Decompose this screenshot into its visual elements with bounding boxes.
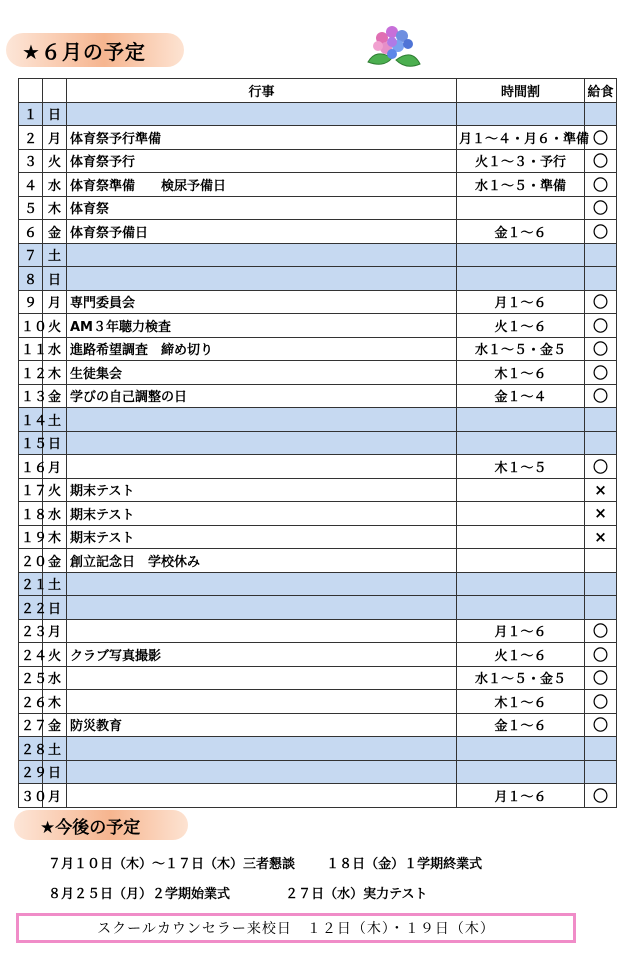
table-row (19, 431, 617, 455)
table-row (19, 502, 617, 526)
weekday: 木 (43, 690, 67, 714)
timetable-cell (457, 267, 585, 291)
day-number: ２４ (19, 643, 43, 667)
event-cell: AM３年聴力検査 (67, 314, 457, 338)
weekday: 水 (43, 502, 67, 526)
timetable-cell: 金１～４ (457, 384, 585, 408)
day-number: ２８ (19, 737, 43, 761)
timetable-cell: 火１～３・予行 (457, 149, 585, 173)
event-cell (67, 666, 457, 690)
header-lunch: 給食 (585, 79, 617, 103)
timetable-cell (457, 502, 585, 526)
day-number: １９ (19, 525, 43, 549)
event-cell: 体育祭予行準備 (67, 126, 457, 150)
table-row (19, 102, 617, 126)
weekday: 日 (43, 267, 67, 291)
event-cell (67, 690, 457, 714)
timetable-cell (457, 596, 585, 620)
lunch-cell: 〇 (585, 126, 617, 150)
event-cell (67, 455, 457, 479)
timetable-cell: 月１～６ (457, 619, 585, 643)
day-number: ９ (19, 290, 43, 314)
weekday: 金 (43, 384, 67, 408)
event-cell: 期末テスト (67, 502, 457, 526)
header-day (19, 79, 43, 103)
timetable-cell: 木１～６ (457, 361, 585, 385)
weekday: 水 (43, 173, 67, 197)
weekday: 土 (43, 737, 67, 761)
lunch-cell: 〇 (585, 314, 617, 338)
table-row (19, 361, 617, 385)
weekday: 月 (43, 619, 67, 643)
day-number: ２３ (19, 619, 43, 643)
table-row (19, 173, 617, 197)
lunch-cell (585, 737, 617, 761)
weekday: 月 (43, 455, 67, 479)
timetable-cell: 月１～６ (457, 290, 585, 314)
future-line-2 (48, 883, 428, 902)
event-cell: 防災教育 (67, 713, 457, 737)
future-item: ７月１０日（木）～１７日（木）三者懇談 (48, 857, 296, 872)
event-cell (67, 431, 457, 455)
weekday: 日 (43, 596, 67, 620)
event-cell (67, 619, 457, 643)
table-row (19, 643, 617, 667)
event-cell: 体育祭予備日 (67, 220, 457, 244)
event-cell (67, 737, 457, 761)
lunch-cell (585, 431, 617, 455)
weekday: 土 (43, 243, 67, 267)
day-number: ２７ (19, 713, 43, 737)
timetable-cell: 月１～４・月６・準備 (457, 126, 585, 150)
table-row (19, 549, 617, 573)
event-cell: 学びの自己調整の日 (67, 384, 457, 408)
event-cell: 期末テスト (67, 525, 457, 549)
event-cell (67, 784, 457, 808)
event-cell (67, 596, 457, 620)
table-row (19, 243, 617, 267)
counselor-text: スクールカウンセラー来校日 １２日（木）・１９日（木） (97, 921, 495, 937)
day-number: ２６ (19, 690, 43, 714)
event-cell (67, 243, 457, 267)
table-header-row (19, 79, 617, 103)
table-row (19, 525, 617, 549)
timetable-cell: 火１～６ (457, 314, 585, 338)
weekday: 火 (43, 314, 67, 338)
table-row (19, 690, 617, 714)
table-row (19, 384, 617, 408)
lunch-cell: 〇 (585, 455, 617, 479)
weekday: 火 (43, 478, 67, 502)
table-row (19, 713, 617, 737)
day-number: ２ (19, 126, 43, 150)
table-row (19, 408, 617, 432)
day-number: １３ (19, 384, 43, 408)
day-number: ２２ (19, 596, 43, 620)
weekday: 金 (43, 713, 67, 737)
lunch-cell: 〇 (585, 784, 617, 808)
timetable-cell (457, 572, 585, 596)
weekday: 木 (43, 525, 67, 549)
event-cell: クラブ写真撮影 (67, 643, 457, 667)
timetable-cell (457, 196, 585, 220)
weekday: 金 (43, 549, 67, 573)
future-item: １８日（金）１学期終業式 (326, 857, 483, 872)
table-row (19, 572, 617, 596)
table-row (19, 149, 617, 173)
weekday: 水 (43, 337, 67, 361)
day-number: １ (19, 102, 43, 126)
timetable-cell (457, 431, 585, 455)
timetable-cell: 水１～５・準備 (457, 173, 585, 197)
table-row (19, 290, 617, 314)
event-cell (67, 572, 457, 596)
lunch-cell: 〇 (585, 149, 617, 173)
day-number: ４ (19, 173, 43, 197)
header-event: 行事 (67, 79, 457, 103)
weekday: 土 (43, 572, 67, 596)
day-number: ７ (19, 243, 43, 267)
event-cell: 体育祭予行 (67, 149, 457, 173)
timetable-cell (457, 478, 585, 502)
lunch-cell: × (585, 478, 617, 502)
future-line-1 (48, 853, 482, 872)
timetable-cell (457, 737, 585, 761)
weekday: 水 (43, 666, 67, 690)
event-cell: 体育祭準備 検尿予備日 (67, 173, 457, 197)
day-number: ２９ (19, 760, 43, 784)
day-number: １８ (19, 502, 43, 526)
future-title: ★今後の予定 (40, 818, 141, 838)
event-cell: 進路希望調査 締め切り (67, 337, 457, 361)
table-row (19, 337, 617, 361)
table-row (19, 455, 617, 479)
event-cell: 創立記念日 学校休み (67, 549, 457, 573)
table-row (19, 478, 617, 502)
day-number: ６ (19, 220, 43, 244)
day-number: １５ (19, 431, 43, 455)
weekday: 金 (43, 220, 67, 244)
page-title: ★６月の予定 (22, 40, 146, 64)
day-number: ２５ (19, 666, 43, 690)
timetable-cell: 月１～６ (457, 784, 585, 808)
table-row (19, 784, 617, 808)
event-cell: 期末テスト (67, 478, 457, 502)
lunch-cell (585, 243, 617, 267)
timetable-cell (457, 525, 585, 549)
hydrangea-flower-icon (362, 18, 426, 76)
lunch-cell (585, 408, 617, 432)
day-number: ２１ (19, 572, 43, 596)
table-row (19, 619, 617, 643)
lunch-cell (585, 102, 617, 126)
lunch-cell (585, 760, 617, 784)
lunch-cell (585, 549, 617, 573)
weekday: 火 (43, 643, 67, 667)
lunch-cell: 〇 (585, 384, 617, 408)
day-number: ３０ (19, 784, 43, 808)
lunch-cell: 〇 (585, 196, 617, 220)
weekday: 火 (43, 149, 67, 173)
lunch-cell (585, 596, 617, 620)
timetable-cell: 金１～６ (457, 220, 585, 244)
day-number: １７ (19, 478, 43, 502)
table-row (19, 126, 617, 150)
event-cell (67, 408, 457, 432)
weekday: 月 (43, 784, 67, 808)
weekday: 日 (43, 102, 67, 126)
timetable-cell (457, 243, 585, 267)
table-row (19, 220, 617, 244)
event-cell: 生徒集会 (67, 361, 457, 385)
lunch-cell: × (585, 525, 617, 549)
table-row (19, 737, 617, 761)
table-row (19, 596, 617, 620)
day-number: ２０ (19, 549, 43, 573)
table-row (19, 314, 617, 338)
header-weekday (43, 79, 67, 103)
counselor-notice (16, 913, 576, 943)
lunch-cell: 〇 (585, 643, 617, 667)
timetable-cell: 火１～６ (457, 643, 585, 667)
lunch-cell: 〇 (585, 713, 617, 737)
lunch-cell: × (585, 502, 617, 526)
timetable-cell (457, 760, 585, 784)
lunch-cell: 〇 (585, 619, 617, 643)
weekday: 月 (43, 126, 67, 150)
lunch-cell: 〇 (585, 173, 617, 197)
future-item: ８月２５日（月）２学期始業式 (48, 887, 231, 902)
day-number: ８ (19, 267, 43, 291)
day-number: ３ (19, 149, 43, 173)
header-timetable: 時間割 (457, 79, 585, 103)
timetable-cell: 木１～６ (457, 690, 585, 714)
day-number: １２ (19, 361, 43, 385)
event-cell: 体育祭 (67, 196, 457, 220)
weekday: 月 (43, 290, 67, 314)
event-cell (67, 760, 457, 784)
timetable-cell: 金１～６ (457, 713, 585, 737)
weekday: 日 (43, 431, 67, 455)
event-cell: 専門委員会 (67, 290, 457, 314)
timetable-cell (457, 549, 585, 573)
event-cell (67, 102, 457, 126)
timetable-cell (457, 102, 585, 126)
day-number: ５ (19, 196, 43, 220)
lunch-cell: 〇 (585, 220, 617, 244)
table-row (19, 760, 617, 784)
day-number: １４ (19, 408, 43, 432)
lunch-cell: 〇 (585, 337, 617, 361)
timetable-cell (457, 408, 585, 432)
day-number: １０ (19, 314, 43, 338)
lunch-cell: 〇 (585, 290, 617, 314)
timetable-cell: 水１～５・金５ (457, 337, 585, 361)
table-row (19, 196, 617, 220)
timetable-cell: 木１～５ (457, 455, 585, 479)
table-row (19, 666, 617, 690)
weekday: 木 (43, 361, 67, 385)
table-row (19, 267, 617, 291)
future-item: ２７日（水）実力テスト (285, 887, 428, 902)
lunch-cell: 〇 (585, 690, 617, 714)
event-cell (67, 267, 457, 291)
lunch-cell (585, 572, 617, 596)
lunch-cell (585, 267, 617, 291)
day-number: １６ (19, 455, 43, 479)
weekday: 土 (43, 408, 67, 432)
schedule-table (18, 78, 617, 808)
timetable-cell: 水１～５・金５ (457, 666, 585, 690)
day-number: １１ (19, 337, 43, 361)
weekday: 木 (43, 196, 67, 220)
lunch-cell: 〇 (585, 666, 617, 690)
weekday: 日 (43, 760, 67, 784)
lunch-cell: 〇 (585, 361, 617, 385)
